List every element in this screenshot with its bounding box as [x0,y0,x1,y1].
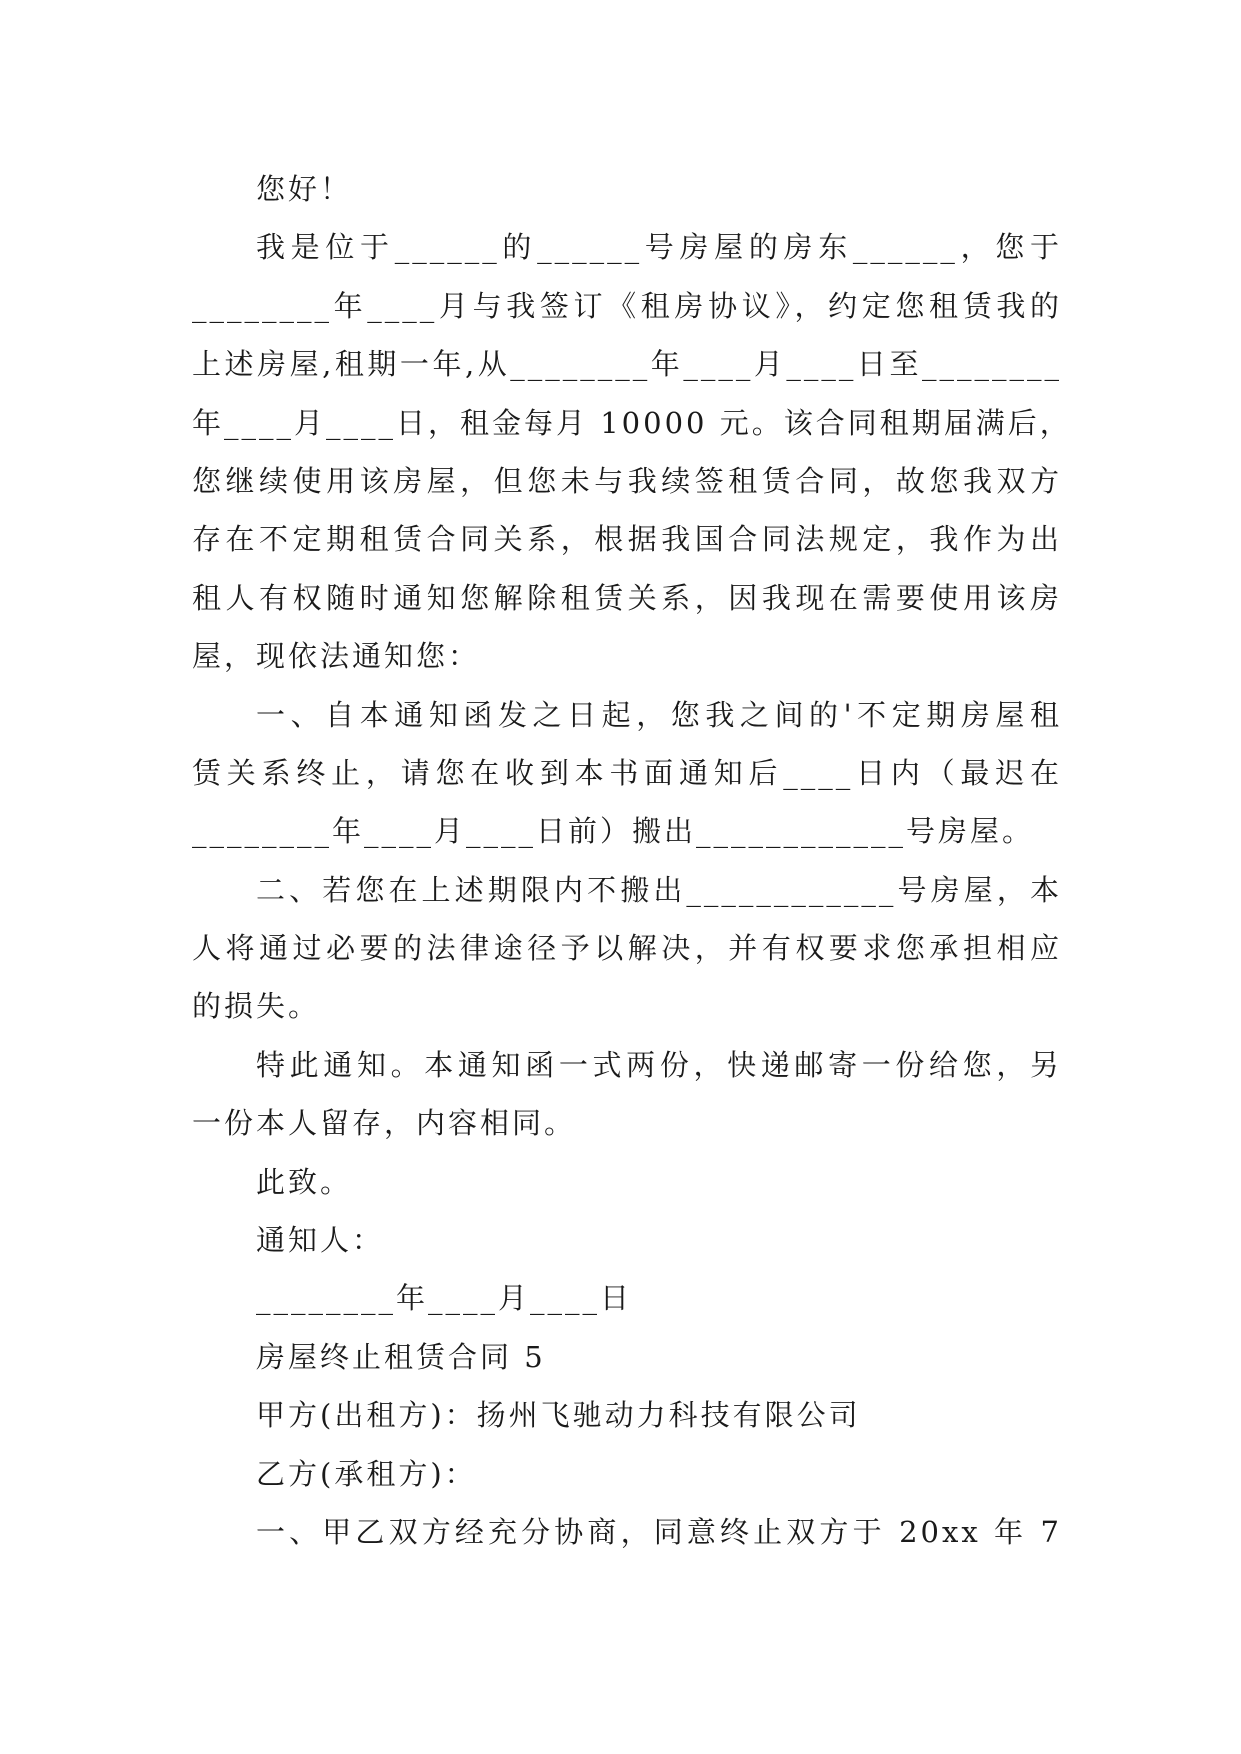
party-a-line: 甲方(出租方)：扬州飞驰动力科技有限公司 [256,1398,861,1433]
contract-clause-line: 一、甲乙双方经充分协商，同意终止双方于 20xx 年 7 [256,1514,1062,1549]
clause-one-line: ________年____月____日前）搬出____________号房屋。 [192,814,1035,849]
paragraph-line: 屋，现依法通知您： [192,639,481,674]
greeting-line: 您好！ [256,172,353,206]
paragraph-line: 上述房屋,租期一年,从________年____月____日至________ [192,347,1062,382]
paragraph-line: 我是位于______的______号房屋的房东______，您于 [256,230,1062,265]
party-b-line: 乙方(承租方)： [256,1456,477,1491]
paragraph-line: 租人有权随时通知您解除租赁关系，因我现在需要使用该房 [192,580,1062,615]
closing-line: 此致。 [256,1164,353,1199]
clause-two-line: 人将通过必要的法律途径予以解决，并有权要求您承担相应 [192,931,1062,966]
clause-two-line: 的损失。 [192,989,321,1024]
section-title: 房屋终止租赁合同 5 [256,1339,546,1374]
clause-one-line: 一、自本通知函发之日起，您我之间的'不定期房屋租 [256,697,1062,732]
notice-line: 一份本人留存，内容相同。 [192,1106,577,1141]
clause-one-line: 赁关系终止，请您在收到本书面通知后____日内（最迟在 [192,755,1062,790]
paragraph-line: 年____月____日，租金每月 10000 元。该合同租期届满后， [192,405,1072,440]
notifier-line: 通知人： [256,1223,385,1258]
date-line: ________年____月____日 [256,1281,633,1316]
paragraph-line: ________年____月与我签订《租房协议》，约定您租赁我的 [192,288,1062,323]
document-body [192,160,1072,1561]
clause-two-line: 二、若您在上述期限内不搬出____________号房屋，本 [256,872,1062,907]
paragraph-line: 存在不定期租赁合同关系，根据我国合同法规定，我作为出 [192,522,1062,557]
paragraph-line: 您继续使用该房屋，但您未与我续签租赁合同，故您我双方 [192,463,1062,498]
notice-line: 特此通知。本通知函一式两份，快递邮寄一份给您，另 [256,1047,1062,1082]
